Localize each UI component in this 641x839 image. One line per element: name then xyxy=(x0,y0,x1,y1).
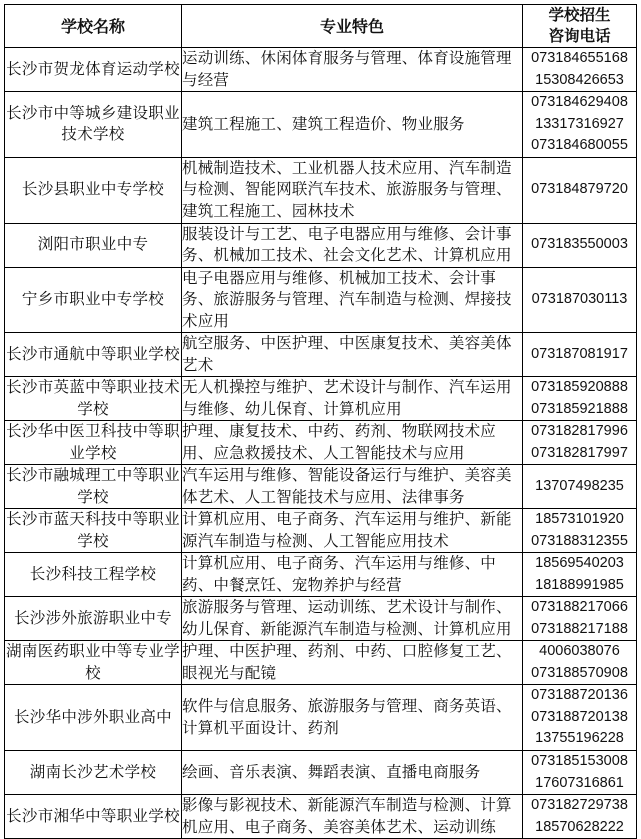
admission-phone-cell xyxy=(523,267,637,333)
phone-number: 073184655168 xyxy=(531,50,628,66)
admission-phone-cell xyxy=(523,685,637,751)
phone-number: 17607316861 xyxy=(535,774,624,791)
school-name-cell: 长沙市英蓝中等职业技术学校 xyxy=(5,377,182,421)
table-row xyxy=(5,267,637,333)
phone-number: 13755196228 xyxy=(535,730,624,747)
table-row xyxy=(5,553,637,597)
table-row xyxy=(5,92,637,158)
school-name-cell: 长沙市通航中等职业学校 xyxy=(5,333,182,377)
phone-number: 073184629408 xyxy=(531,94,628,110)
phone-number: 073182817997 xyxy=(531,444,628,461)
phone-number: 073184879720 xyxy=(531,181,628,198)
major-features-cell xyxy=(182,465,523,509)
school-name-cell: 长沙市融城理工中等职业学校 xyxy=(5,465,182,509)
phone-number: 073188720136 xyxy=(531,687,628,704)
table-row xyxy=(5,751,637,795)
school-name-cell: 湖南长沙艺术学校 xyxy=(5,751,182,795)
phone-number: 4006038076 xyxy=(539,643,620,659)
school-admissions-table xyxy=(4,4,637,839)
admission-phone-cell xyxy=(523,333,637,377)
table-row xyxy=(5,223,637,267)
major-features-text: 软件与信息服务、旅游服务与管理、商务英语、计算机平面设计、药剂 xyxy=(182,697,512,737)
major-features-cell xyxy=(182,377,523,421)
phone-number: 073187030113 xyxy=(531,291,628,307)
major-features-text: 无人机操控与维护、艺术设计与制作、汽车运用与维修、幼儿保育、计算机应用 xyxy=(182,378,512,418)
admission-phone-cell xyxy=(523,553,637,597)
phone-number: 073185920888 xyxy=(531,379,628,395)
admission-phone-cell xyxy=(523,509,637,553)
major-features-text: 计算机应用、电子商务、汽车运用与维修、中药、中餐烹饪、宠物养护与经营 xyxy=(182,554,497,594)
table-row xyxy=(5,333,637,377)
phone-number: 18573101920 xyxy=(535,511,624,527)
major-features-text: 旅游服务与管理、运动训练、艺术设计与制作、幼儿保育、新能源汽车制造与检测、计算机应用 xyxy=(182,598,512,638)
admission-phone-cell xyxy=(523,377,637,421)
admission-phone-cell xyxy=(523,421,637,465)
phone-number: 073188570908 xyxy=(531,664,628,681)
admission-phone-cell xyxy=(523,751,637,795)
phone-number: 073184680055 xyxy=(531,137,628,153)
table-body xyxy=(5,48,637,839)
admission-phone-cell xyxy=(523,48,637,92)
table-row xyxy=(5,509,637,553)
major-features-cell xyxy=(182,267,523,333)
phone-number: 073182817996 xyxy=(531,423,628,439)
header-major-features: 专业特色 xyxy=(182,5,523,48)
phone-number: 073188720138 xyxy=(531,708,628,725)
major-features-cell xyxy=(182,223,523,267)
phone-number: 073188217066 xyxy=(531,599,628,615)
major-features-cell xyxy=(182,333,523,377)
school-name-cell: 浏阳市职业中专 xyxy=(5,223,182,267)
table-row xyxy=(5,377,637,421)
phone-number: 073187081917 xyxy=(531,345,628,362)
header-school-name: 学校名称 xyxy=(5,5,182,48)
major-features-text: 计算机应用、电子商务、汽车运用与维护、新能源汽车制造与检测、人工智能应用技术 xyxy=(182,510,512,550)
phone-number: 073182729738 xyxy=(531,797,628,813)
header-row xyxy=(5,5,637,48)
major-features-cell xyxy=(182,751,523,795)
phone-number: 13317316927 xyxy=(535,115,624,132)
admission-phone-cell xyxy=(523,92,637,158)
major-features-text: 护理、中医护理、药剂、中药、口腔修复工艺、眼视光与配镜 xyxy=(182,642,512,682)
major-features-cell xyxy=(182,641,523,685)
table-row xyxy=(5,48,637,92)
major-features-text: 建筑工程施工、建筑工程造价、物业服务 xyxy=(182,114,465,133)
phone-number: 073183550003 xyxy=(531,236,628,253)
major-features-text: 航空服务、中医护理、中医康复技术、美容美体艺术 xyxy=(182,334,512,374)
phone-number: 18570628222 xyxy=(535,818,624,835)
table-row xyxy=(5,795,637,839)
major-features-cell xyxy=(182,48,523,92)
phone-number: 073188312355 xyxy=(531,532,628,549)
school-name-cell: 长沙科技工程学校 xyxy=(5,553,182,597)
school-name-cell: 长沙市贺龙体育运动学校 xyxy=(5,48,182,92)
phone-number: 18188991985 xyxy=(535,576,624,593)
admission-phone-cell xyxy=(523,223,637,267)
table-row xyxy=(5,685,637,751)
admission-phone-cell xyxy=(523,641,637,685)
school-name-cell: 长沙华中涉外职业高中 xyxy=(5,685,182,751)
major-features-text: 机械制造技术、工业机器人技术应用、汽车制造与检测、智能网联汽车技术、旅游服务与管理、建筑工程施工、园林技术 xyxy=(182,158,512,220)
major-features-cell xyxy=(182,92,523,158)
phone-number: 073185153008 xyxy=(531,753,628,769)
major-features-text: 护理、康复技术、中药、药剂、物联网技术应用、应急救援技术、人工智能技术与应用 xyxy=(182,422,497,462)
table-row xyxy=(5,157,637,223)
major-features-cell xyxy=(182,795,523,839)
phone-number: 15308426653 xyxy=(535,71,624,88)
major-features-cell xyxy=(182,157,523,223)
admission-phone-cell xyxy=(523,465,637,509)
school-name-cell: 长沙市湘华中等职业学校 xyxy=(5,795,182,839)
table-row xyxy=(5,641,637,685)
major-features-cell xyxy=(182,685,523,751)
major-features-text: 服装设计与工艺、电子电器应用与维修、会计事务、机械加工技术、社会文化艺术、计算机应用 xyxy=(182,224,512,264)
school-name-cell: 长沙涉外旅游职业中专 xyxy=(5,597,182,641)
admission-phone-cell xyxy=(523,597,637,641)
major-features-text: 绘画、音乐表演、舞蹈表演、直播电商服务 xyxy=(182,762,481,781)
header-admission-phone xyxy=(523,5,637,48)
major-features-text: 运动训练、休闲体育服务与管理、体育设施管理与经营 xyxy=(182,49,512,89)
school-name-cell: 长沙市中等城乡建设职业技术学校 xyxy=(5,92,182,158)
table-row xyxy=(5,597,637,641)
admission-phone-cell xyxy=(523,795,637,839)
header-phone-line-1: 学校招生 xyxy=(548,6,611,24)
school-name-cell: 长沙华中医卫科技中等职业学校 xyxy=(5,421,182,465)
header-phone-line-2: 咨询电话 xyxy=(548,27,611,45)
school-name-cell: 宁乡市职业中专学校 xyxy=(5,267,182,333)
school-name-cell: 湖南医药职业中等专业学校 xyxy=(5,641,182,685)
major-features-text: 汽车运用与维修、智能设备运行与维护、美容美体艺术、人工智能技术与应用、法律事务 xyxy=(182,466,512,506)
major-features-cell xyxy=(182,553,523,597)
phone-number: 18569540203 xyxy=(535,555,624,571)
major-features-cell xyxy=(182,509,523,553)
major-features-text: 电子电器应用与维修、机械加工技术、会计事务、旅游服务与管理、汽车制造与检测、焊接技术应用 xyxy=(182,268,512,330)
school-name-cell: 长沙市蓝天科技中等职业学校 xyxy=(5,509,182,553)
major-features-cell xyxy=(182,421,523,465)
major-features-cell xyxy=(182,597,523,641)
table-row xyxy=(5,465,637,509)
phone-number: 073185921888 xyxy=(531,400,628,417)
phone-number: 13707498235 xyxy=(535,477,624,494)
table-row xyxy=(5,421,637,465)
phone-number: 073188217188 xyxy=(531,620,628,637)
admission-phone-cell xyxy=(523,157,637,223)
major-features-text: 影像与影视技术、新能源汽车制造与检测、计算机应用、电子商务、美容美体艺术、运动训练 xyxy=(182,796,512,836)
school-name-cell: 长沙县职业中专学校 xyxy=(5,157,182,223)
